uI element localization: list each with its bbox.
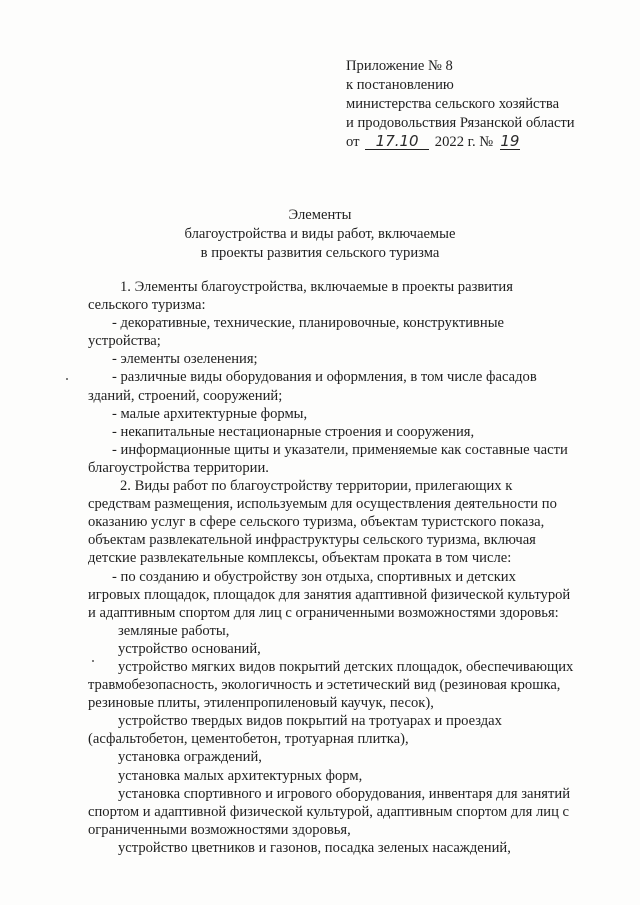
body-line: устройство цветников и газонов, посадка зеленых насаждений,	[118, 839, 511, 856]
date-suffix: 2022 г. №	[434, 134, 494, 150]
body-line: оказанию услуг в сфере сельского туризма, объектам туристского показа,	[88, 514, 545, 531]
handwritten-number: 19	[500, 132, 520, 150]
document-body	[88, 278, 598, 857]
body-line: спортом и адаптивной физической культурой, адаптивным спортом для лиц с	[88, 803, 570, 820]
body-line: - информационные щиты и указатели, применяемые как составные части	[112, 441, 568, 458]
body-line: установка ограждений,	[118, 749, 262, 766]
appendix-header	[346, 57, 606, 152]
body-line: установка малых архитектурных форм,	[118, 767, 363, 784]
body-line: 1. Элементы благоустройства, включаемые в проекты развития	[120, 279, 513, 295]
body-line: - малые архитектурные формы,	[112, 405, 308, 422]
body-line: устройство твердых видов покрытий на тротуарах и проездах	[118, 713, 502, 730]
appendix-ministry: министерства сельского хозяйства	[346, 96, 560, 112]
body-line: резиновые плиты, этиленпропиленовый каучук, песок),	[88, 695, 434, 712]
body-line: - декоративные, технические, планировочные, конструктивные	[112, 315, 505, 332]
body-line: устройство мягких видов покрытий детских площадок, обеспечивающих	[118, 658, 574, 675]
body-line: благоустройства территории.	[88, 459, 269, 476]
body-line: - различные виды оборудования и оформления, в том числе фасадов	[112, 369, 537, 386]
scan-speck	[66, 378, 68, 380]
body-line: средствам размещения, используемым для осуществления деятельности по	[88, 496, 557, 513]
body-line: 2. Виды работ по благоустройству территории, прилегающих к	[120, 478, 513, 495]
scan-speck	[92, 660, 94, 662]
body-line: - некапитальные нестационарные строения и сооружения,	[112, 423, 475, 440]
body-line: земляные работы,	[118, 622, 230, 639]
body-line: объектам развлекательной инфраструктуры сельского туризма, включая	[88, 532, 536, 549]
appendix-date-line	[346, 133, 606, 152]
body-line: травмобезопасность, экологичность и эстетический вид (резиновая крошка,	[88, 677, 561, 694]
body-line: - по созданию и обустройству зон отдыха, спортивных и детских	[112, 568, 516, 585]
document-title	[0, 206, 640, 263]
appendix-ministry-region: и продовольствия Рязанской области	[346, 115, 575, 131]
body-line: зданий, строений, сооружений;	[88, 387, 283, 404]
appendix-number: Приложение № 8	[346, 58, 453, 74]
body-line: детские развлекательные комплексы, объектам проката в том числе:	[88, 550, 512, 567]
body-line: устройство оснований,	[118, 640, 261, 657]
body-line: игровых площадок, площадок для занятия адаптивной физической культурой	[88, 586, 571, 603]
handwritten-date: 17.10	[365, 133, 429, 150]
body-line: установка спортивного и игрового оборудования, инвентаря для занятий	[118, 785, 571, 802]
body-line: ограниченными возможностями здоровья,	[88, 821, 351, 838]
body-line: и адаптивным спортом для лиц с ограниченными возможностями здоровья:	[88, 604, 559, 621]
date-prefix: от	[346, 134, 360, 150]
body-line: сельского туризма:	[88, 297, 206, 314]
title-line-3: в проекты развития сельского туризма	[200, 245, 440, 261]
body-line: - элементы озеленения;	[112, 351, 258, 368]
appendix-resolution-ref: к постановлению	[346, 77, 454, 93]
body-line: устройства;	[88, 333, 161, 350]
body-line: (асфальтобетон, цементобетон, тротуарная плитка),	[88, 731, 409, 748]
title-line-1: Элементы	[288, 207, 352, 223]
title-line-2: благоустройства и виды работ, включаемые	[184, 226, 456, 242]
